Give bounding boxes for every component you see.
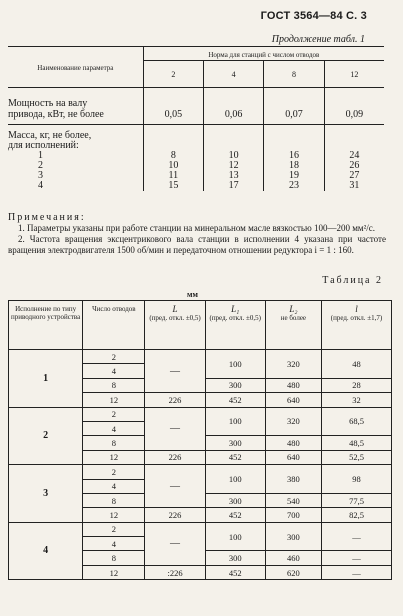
t1-mass-value: 31 <box>324 181 384 191</box>
t2-l: 82,5 <box>322 508 392 522</box>
t1-col-header: 4 <box>204 61 264 88</box>
t2-L1: 452 <box>205 450 265 464</box>
t2-outlets: 4 <box>83 364 145 378</box>
t2-L: 226 <box>145 508 205 522</box>
t2-outlets: 12 <box>83 393 145 407</box>
t1-mass-value: 12 <box>204 161 264 171</box>
t2-L: :226 <box>145 565 205 579</box>
t2-L1: 100 <box>205 350 265 379</box>
t2-L2: 380 <box>265 465 321 494</box>
t1-mass-row <box>8 181 384 191</box>
t2-variant: 3 <box>9 465 83 523</box>
t2-L1: 452 <box>205 508 265 522</box>
t1-power-label: Мощность на валу привода, кВт, не более <box>8 98 143 125</box>
t2-col-L: L (пред. откл. ±0,5) <box>145 301 205 350</box>
t1-mass-value: 11 <box>143 171 203 181</box>
t2-L: 226 <box>145 450 205 464</box>
t1-mass-value: 19 <box>264 171 324 181</box>
t1-mass-variant: 4 <box>38 180 43 191</box>
t2-L: — <box>145 407 205 450</box>
t1-mass-value: 23 <box>264 181 324 191</box>
t2-col-variant: Исполнение по типу приводного устройства <box>9 301 83 350</box>
t1-mass-variant: 1 <box>38 150 43 161</box>
t1-group-header: Норма для станций с числом отводов <box>143 47 384 61</box>
t2-L1: 100 <box>205 465 265 494</box>
t2-outlets: 2 <box>83 465 145 479</box>
t2-l: — <box>322 551 392 565</box>
t1-mass-value: 8 <box>143 151 203 161</box>
t2-col-outlets: Число отводов <box>83 301 145 350</box>
t1-mass-value: 10 <box>204 151 264 161</box>
t1-mass-value: 10 <box>143 161 203 171</box>
t2-variant: 2 <box>9 407 83 465</box>
t1-power-value: 0,05 <box>143 98 203 125</box>
t2-L2: 540 <box>265 493 321 507</box>
t1-power-value: 0,06 <box>204 98 264 125</box>
t2-outlets: 4 <box>83 421 145 435</box>
t2-L1: 100 <box>205 522 265 551</box>
t1-mass-value: 16 <box>264 151 324 161</box>
t2-outlets: 2 <box>83 407 145 421</box>
t1-col-header: 8 <box>264 61 324 88</box>
t1-mass-variant: 3 <box>38 170 43 181</box>
t2-row <box>9 350 392 364</box>
t2-variant: 1 <box>9 350 83 408</box>
t2-col-l: l (пред. откл. ±1,7) <box>322 301 392 350</box>
t1-mass-value: 13 <box>204 171 264 181</box>
t1-mass-value: 24 <box>324 151 384 161</box>
t2-L2: 480 <box>265 378 321 392</box>
t1-power-value: 0,07 <box>264 98 324 125</box>
t1-mass-row <box>8 151 384 161</box>
t2-L: — <box>145 350 205 393</box>
t1-mass-value: 18 <box>264 161 324 171</box>
t2-col-L2: L₂ не более <box>265 301 321 350</box>
t2-l: — <box>322 565 392 579</box>
t1-mass-row <box>8 161 384 171</box>
t2-L2: 320 <box>265 407 321 436</box>
t2-row <box>9 465 392 479</box>
t2-outlets: 12 <box>83 450 145 464</box>
page-header: ГОСТ 3564—84 С. 3 <box>260 10 367 22</box>
table2-caption: Таблица 2 <box>322 275 383 286</box>
table1 <box>8 46 384 191</box>
t2-L2: 480 <box>265 436 321 450</box>
t2-row <box>9 407 392 421</box>
t2-L2: 640 <box>265 393 321 407</box>
t1-col-header: 12 <box>324 61 384 88</box>
t1-mass-value: 27 <box>324 171 384 181</box>
t2-outlets: 8 <box>83 378 145 392</box>
t2-L2: 300 <box>265 522 321 551</box>
t2-L1: 452 <box>205 393 265 407</box>
notes-title: Примечания: <box>8 212 86 223</box>
t2-L1: 100 <box>205 407 265 436</box>
t2-L2: 320 <box>265 350 321 379</box>
t2-l: 48,5 <box>322 436 392 450</box>
t2-l: 68,5 <box>322 407 392 436</box>
t2-outlets: 12 <box>83 565 145 579</box>
t2-outlets: 4 <box>83 479 145 493</box>
t2-l: 28 <box>322 378 392 392</box>
t2-l: 98 <box>322 465 392 494</box>
t2-l: 77,5 <box>322 493 392 507</box>
t2-l: — <box>322 522 392 551</box>
t2-L2: 460 <box>265 551 321 565</box>
t2-outlets: 8 <box>83 551 145 565</box>
t2-L1: 300 <box>205 378 265 392</box>
t2-L2: 640 <box>265 450 321 464</box>
t2-L: 226 <box>145 393 205 407</box>
table1-continuation: Продолжение табл. 1 <box>271 34 365 45</box>
t2-L2: 700 <box>265 508 321 522</box>
t2-variant: 4 <box>9 522 83 580</box>
t2-outlets: 2 <box>83 522 145 536</box>
t2-outlets: 2 <box>83 350 145 364</box>
t2-outlets: 12 <box>83 508 145 522</box>
t1-mass-value: 17 <box>204 181 264 191</box>
t2-outlets: 4 <box>83 537 145 551</box>
t1-power-value: 0,09 <box>324 98 384 125</box>
t2-L1: 452 <box>205 565 265 579</box>
t2-l: 52,5 <box>322 450 392 464</box>
table2-unit: мм <box>187 290 198 299</box>
t2-l: 32 <box>322 393 392 407</box>
table2 <box>8 300 392 580</box>
notes <box>8 212 386 256</box>
t2-L1: 300 <box>205 493 265 507</box>
t2-col-L1: L₁ (пред. откл. ±0,5) <box>205 301 265 350</box>
t2-L1: 300 <box>205 551 265 565</box>
t2-L2: 620 <box>265 565 321 579</box>
t2-l: 48 <box>322 350 392 379</box>
note-1: 1. Параметры указаны при работе станции на минеральном масле вязкостью 100—200 мм²/с. <box>18 223 376 233</box>
t1-mass-value: 15 <box>143 181 203 191</box>
t1-mass-variant: 2 <box>38 160 43 171</box>
t1-mass-value: 26 <box>324 161 384 171</box>
t1-col-header: 2 <box>143 61 203 88</box>
t2-L: — <box>145 465 205 508</box>
t1-mass-label: Масса, кг, не более, для исполнений: <box>8 130 92 151</box>
t2-L1: 300 <box>205 436 265 450</box>
t2-L: — <box>145 522 205 565</box>
t1-mass-row <box>8 171 384 181</box>
note-2: 2. Частота вращения эксцентрикового вала станции в исполнении 4 указана при частоте вращения электродвигателя 1500 об/мин и передаточном отношении редуктора i = 1 : 160. <box>8 234 386 255</box>
t2-row <box>9 522 392 536</box>
t1-param-header: Наименование параметра <box>8 47 143 88</box>
t2-outlets: 8 <box>83 493 145 507</box>
t2-outlets: 8 <box>83 436 145 450</box>
